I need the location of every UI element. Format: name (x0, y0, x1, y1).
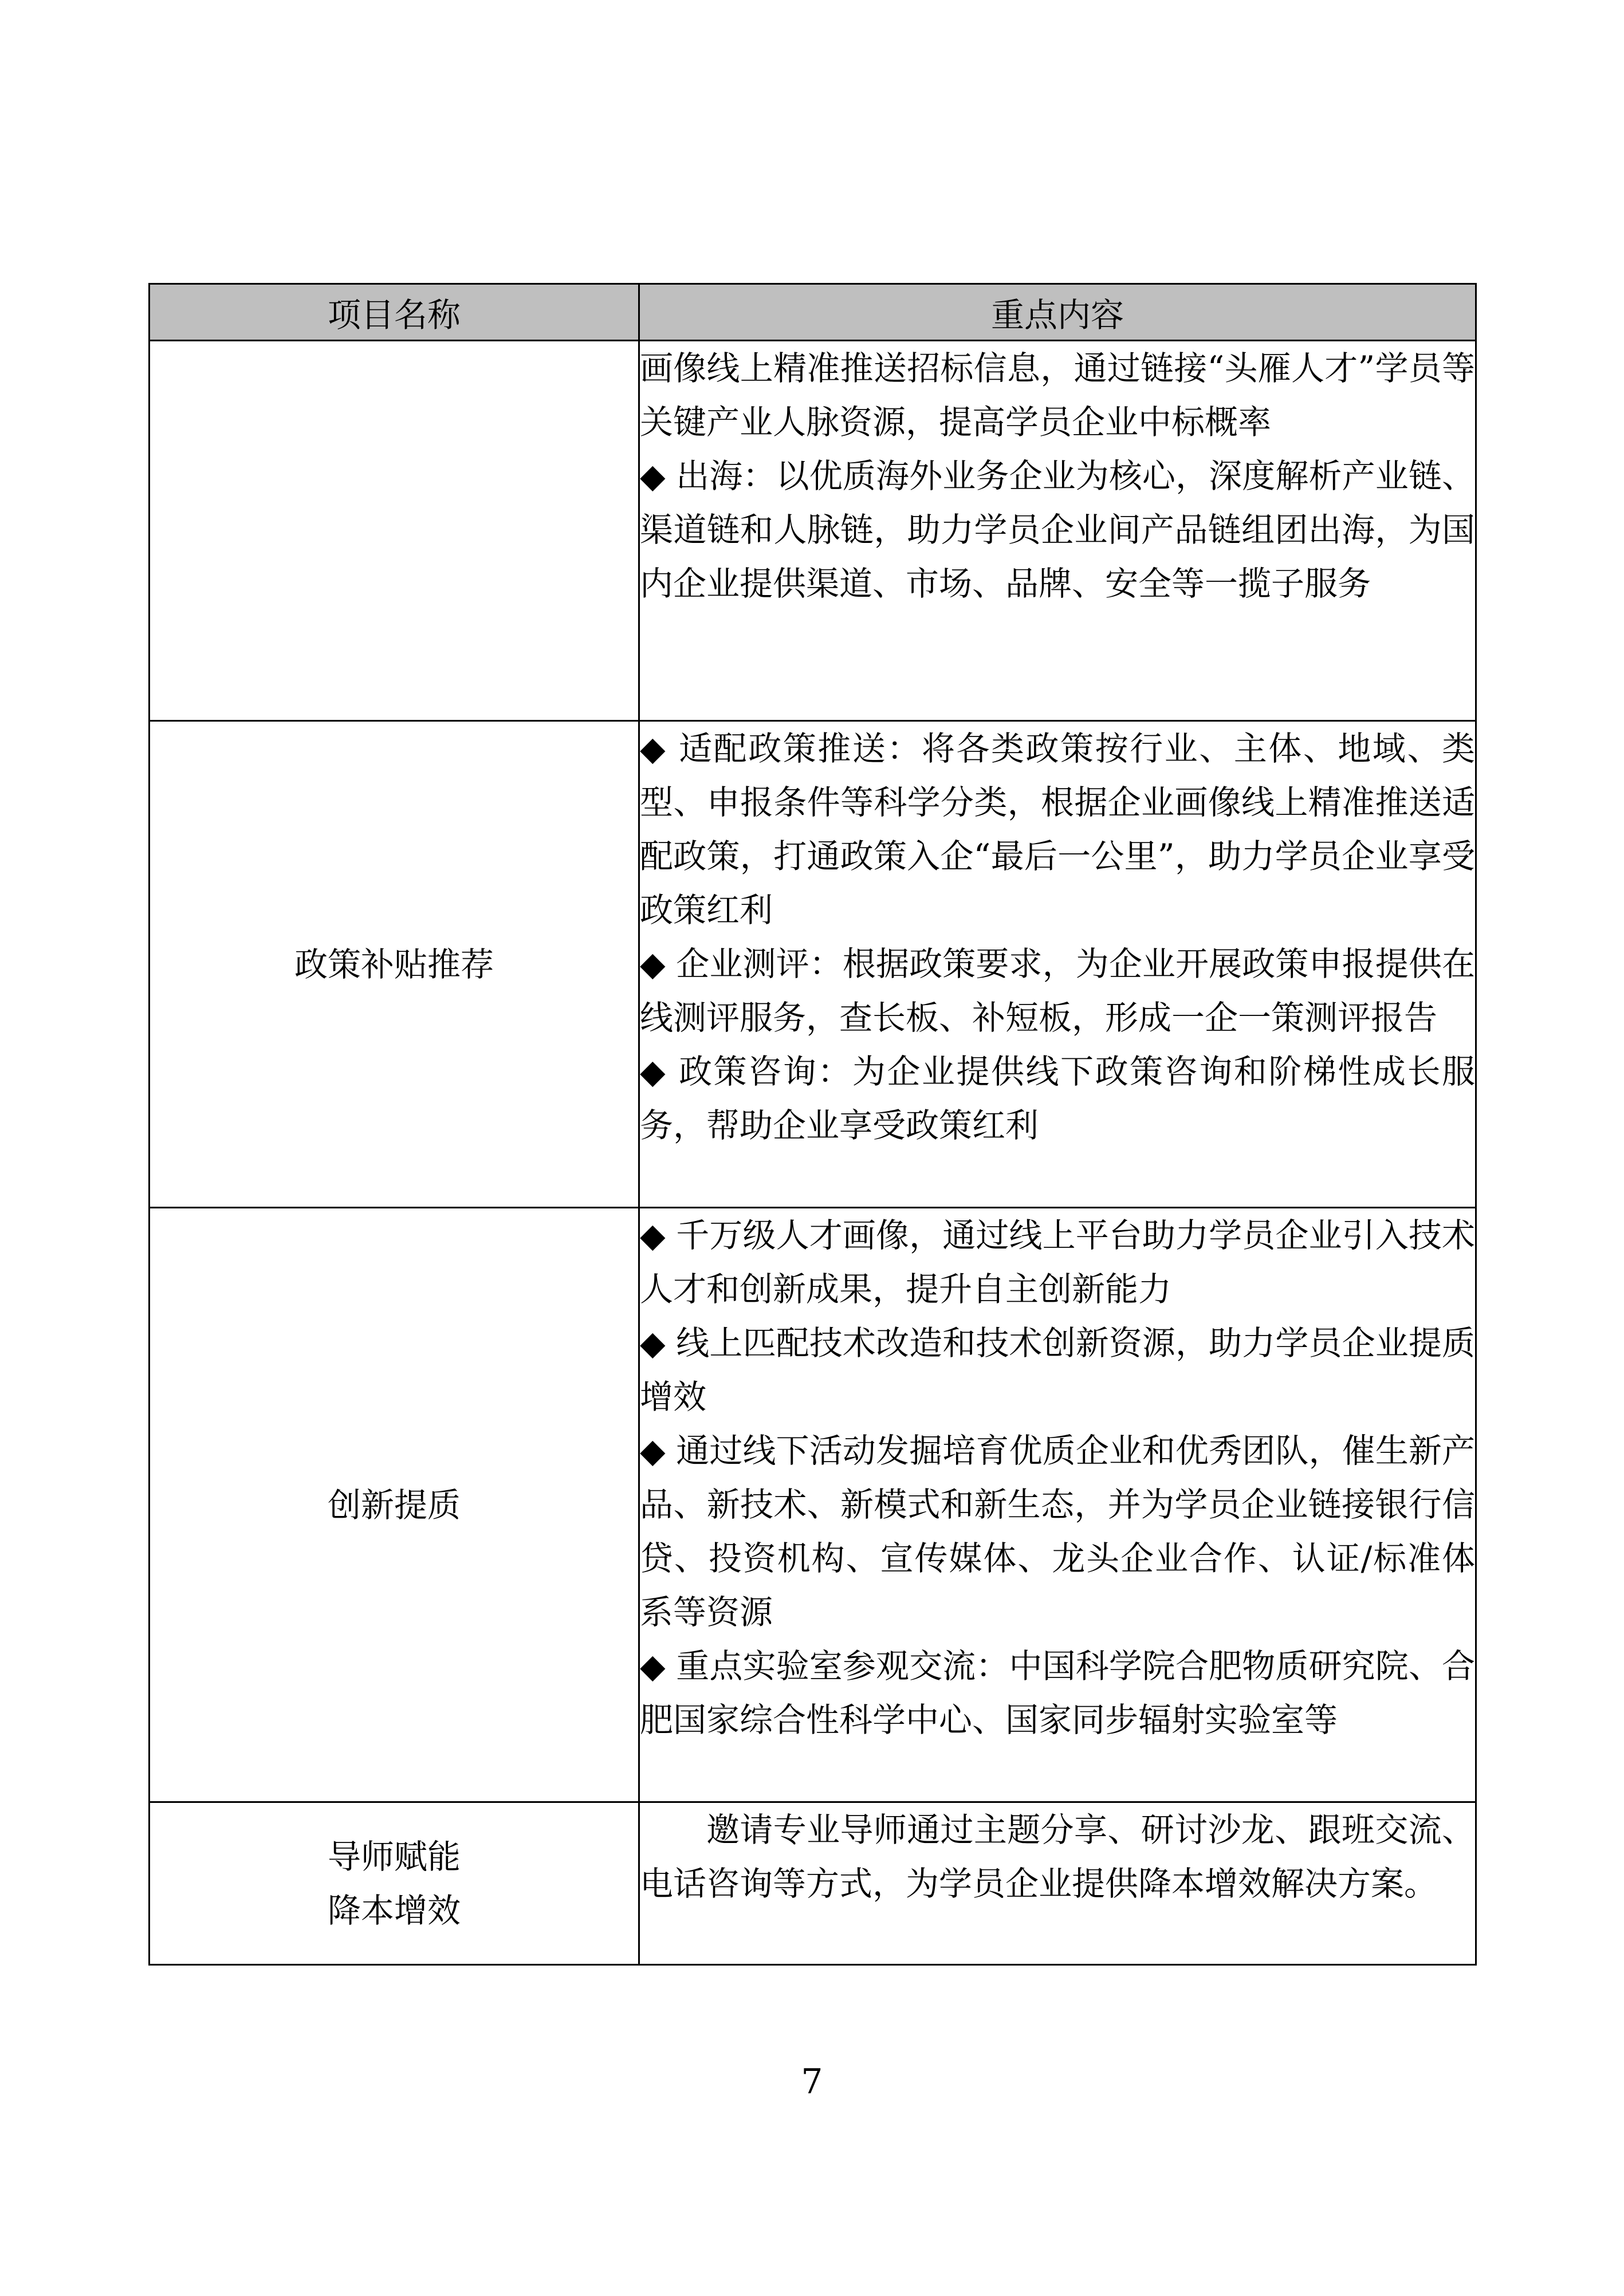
project-name-line-2: 降本增效 (327, 1891, 461, 1930)
table-row (150, 341, 1476, 721)
table-row (150, 721, 1476, 1208)
key-content-cell (639, 1208, 1476, 1802)
table-row (150, 1802, 1476, 1965)
table-row (150, 1208, 1476, 1802)
header-key-content: 重点内容 (639, 284, 1476, 341)
content-paragraph: ◆ 重点实验室参观交流：中国科学院合肥物质研究院、合肥国家综合性科学中心、国家同步辐射实验室等 (640, 1647, 1475, 1739)
content-table (148, 283, 1477, 1966)
project-name-line-1: 导师赋能 (327, 1837, 461, 1876)
project-name: 创新提质 (327, 1485, 461, 1525)
key-content-cell (639, 721, 1476, 1208)
project-name-cell (150, 341, 639, 721)
content-paragraph: 邀请专业导师通过主题分享、研讨沙龙、跟班交流、电话咨询等方式，为学员企业提供降本增效解决方案。 (640, 1810, 1475, 1903)
key-content-cell (639, 341, 1476, 721)
project-name-cell (150, 721, 639, 1208)
content-paragraph: ◆ 出海：以优质海外业务企业为核心，深度解析产业链、渠道链和人脉链，助力学员企业间产品链组团出海，为国内企业提供渠道、市场、品牌、安全等一揽子服务 (640, 456, 1475, 603)
content-paragraph: ◆ 线上匹配技术改造和技术创新资源，助力学员企业提质增效 (640, 1324, 1475, 1416)
project-name: 政策补贴推荐 (294, 944, 494, 984)
key-content-cell (639, 1802, 1476, 1965)
content-paragraph: ◆ 通过线下活动发掘培育优质企业和优秀团队，催生新产品、新技术、新模式和新生态，并为学员企业链接银行信贷、投资机构、宣传媒体、龙头企业合作、认证/标准体系等资源 (640, 1431, 1475, 1632)
project-name-cell (150, 1208, 639, 1802)
table-header-row (150, 284, 1476, 341)
content-paragraph: 画像线上精准推送招标信息，通过链接“头雁人才”学员等关键产业人脉资源，提高学员企业中标概率 (640, 349, 1475, 442)
content-paragraph: ◆ 政策咨询：为企业提供线下政策咨询和阶梯性成长服务，帮助企业享受政策红利 (640, 1052, 1475, 1145)
header-project-name: 项目名称 (150, 284, 639, 341)
content-paragraph: ◆ 企业测评：根据政策要求，为企业开展政策申报提供在线测评服务，查长板、补短板，形成一企一策测评报告 (640, 944, 1475, 1037)
content-paragraph: ◆ 适配政策推送：将各类政策按行业、主体、地域、类型、申报条件等科学分类，根据企业画像线上精准推送适配政策，打通政策入企“最后一公里”，助力学员企业享受政策红利 (640, 729, 1475, 930)
page-number: 7 (801, 2062, 823, 2102)
project-name-cell (150, 1802, 639, 1965)
content-paragraph: ◆ 千万级人才画像，通过线上平台助力学员企业引入技术人才和创新成果，提升自主创新能力 (640, 1216, 1475, 1309)
